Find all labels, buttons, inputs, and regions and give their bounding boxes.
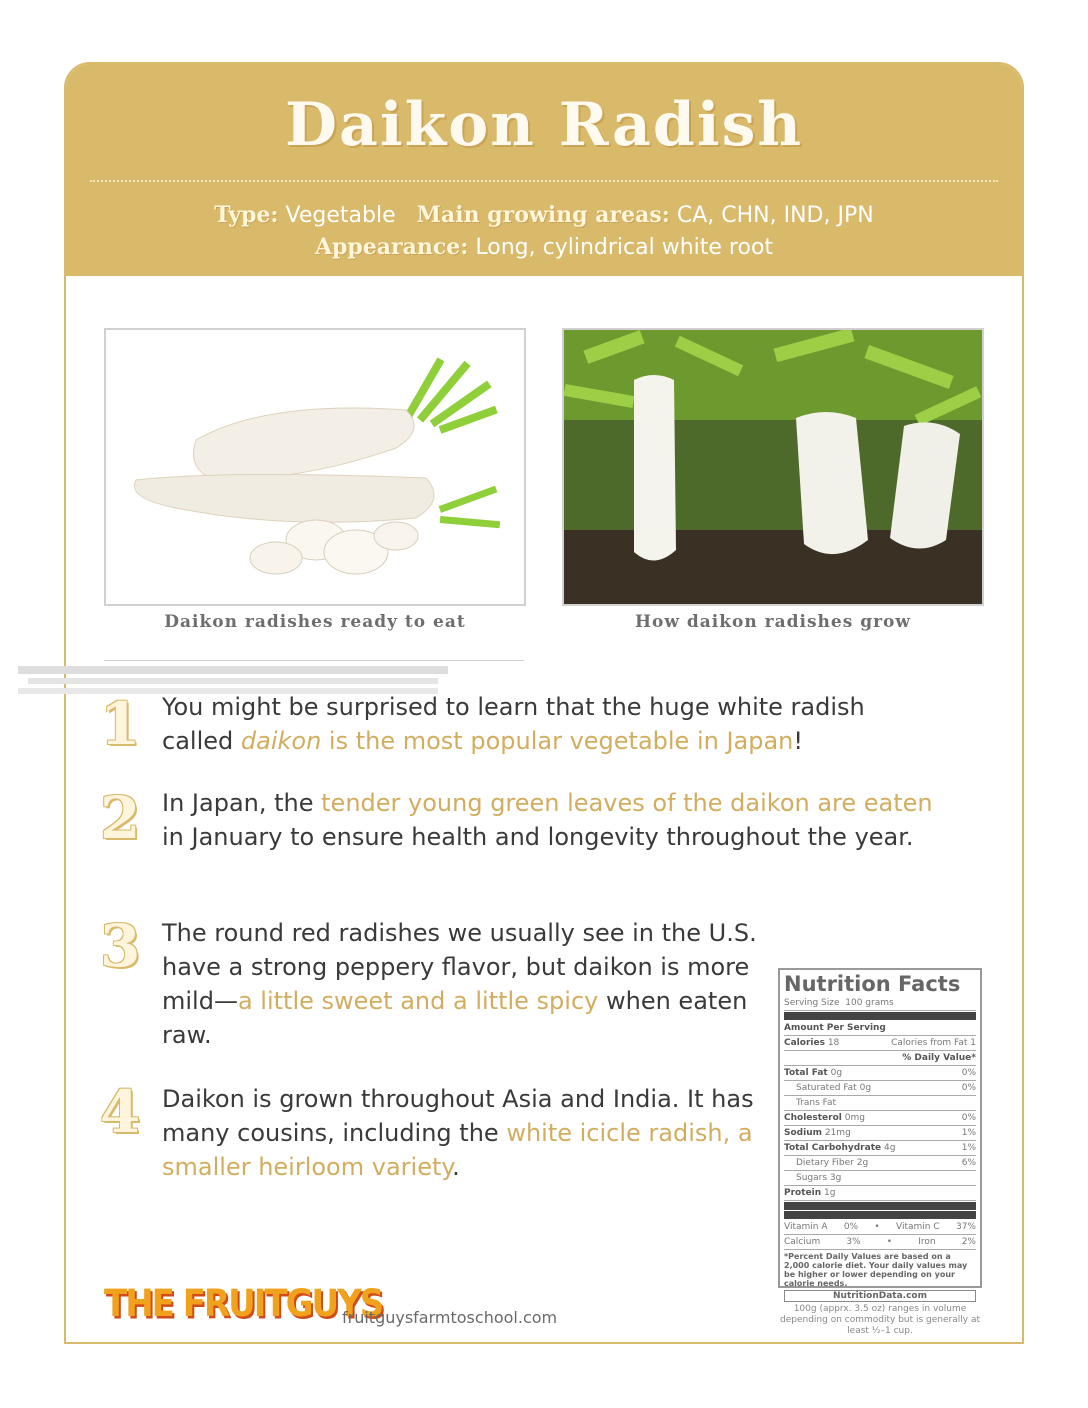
footer-url[interactable]: fruitguysfarmtoschool.com — [342, 1308, 558, 1327]
photo-radishes-ready — [104, 328, 526, 606]
fact-number-3: 3 — [100, 912, 141, 980]
caption-growing: How daikon radishes grow — [634, 612, 912, 632]
nutrient-row: Sugars 3g — [784, 1171, 976, 1186]
areas-value: CA, CHN, IND, JPN — [676, 203, 874, 228]
nutrition-divider — [784, 1211, 976, 1219]
nutrient-row: Protein 1g — [784, 1186, 976, 1201]
fact-number-1: 1 — [100, 690, 141, 758]
fruitguys-logo: THE FRUITGUYS — [104, 1282, 383, 1326]
dotted-divider — [90, 180, 998, 182]
page-title: Daikon Radish — [284, 90, 804, 160]
vitamin-row: Vitamin A 0% • Vitamin C 37% — [784, 1220, 976, 1235]
type-value: Vegetable — [285, 203, 396, 228]
daily-value-header: % Daily Value* — [784, 1051, 976, 1066]
appearance-label: Appearance: — [314, 234, 469, 260]
vitamin-row: Calcium 3% • Iron 2% — [784, 1235, 976, 1250]
calories-row: Calories 18 Calories from Fat 1 — [784, 1036, 976, 1051]
nutrition-source: NutritionData.com — [784, 1290, 976, 1302]
nutrient-row: Trans Fat — [784, 1096, 976, 1111]
fact-3: The round red radishes we usually see in the U.S. have a strong peppery flavor, but daikon is more mild—a little sweet and a little spicy when eaten raw. — [162, 919, 757, 1049]
serving-size-row: Serving Size 100 grams — [784, 996, 976, 1011]
nutrition-divider — [784, 1012, 976, 1020]
nutrient-row: Total Fat 0g 0% — [784, 1066, 976, 1081]
appearance-value: Long, cylindrical white root — [475, 235, 774, 260]
fact-2: In Japan, the tender young green leaves of the daikon are eaten in January to ensure health and longevity throughout the year. — [162, 789, 933, 851]
nutrition-title: Nutrition Facts — [784, 972, 961, 996]
photo-radishes-growing — [562, 328, 984, 606]
header-band — [66, 64, 1022, 276]
nutrition-divider — [784, 1202, 976, 1210]
nutrition-facts-panel — [778, 968, 982, 1301]
nutrient-row: Saturated Fat 0g 0% — [784, 1081, 976, 1096]
amount-per-serving: Amount Per Serving — [784, 1021, 976, 1036]
fact-1: You might be surprised to learn that the huge white radish called daikon is the most popular vegetable in Japan! — [162, 693, 865, 755]
nutrient-row: Total Carbohydrate 4g 1% — [784, 1141, 976, 1156]
fact-4: Daikon is grown throughout Asia and India. It has many cousins, including the white icicle radish, a smaller heirloom variety. — [162, 1085, 754, 1181]
type-label: Type: — [214, 202, 279, 228]
meta-line-2 — [66, 234, 1022, 260]
fact-number-2: 2 — [100, 784, 141, 852]
nutrition-footnote: *Percent Daily Values are based on a 2,000 calorie diet. Your daily values may be higher or lower depending on your calorie needs. — [784, 1252, 968, 1288]
nutrition-note: 100g (apprx. 3.5 oz) ranges in volume depending on commodity but is generally at least ½–1 cup. — [780, 1304, 980, 1336]
meta-line-1 — [66, 202, 1022, 228]
daikon-field-illustration — [564, 330, 982, 604]
caption-ready: Daikon radishes ready to eat — [164, 612, 466, 632]
areas-label: Main growing areas: — [416, 202, 670, 228]
nutrient-row: Dietary Fiber 2g 6% — [784, 1156, 976, 1171]
nutrient-row: Cholesterol 0mg 0% — [784, 1111, 976, 1126]
nutrient-row: Sodium 21mg 1% — [784, 1126, 976, 1141]
nutrient-rows — [784, 1066, 976, 1210]
fact-number-4: 4 — [100, 1078, 141, 1146]
daikon-cut-illustration — [106, 330, 524, 604]
